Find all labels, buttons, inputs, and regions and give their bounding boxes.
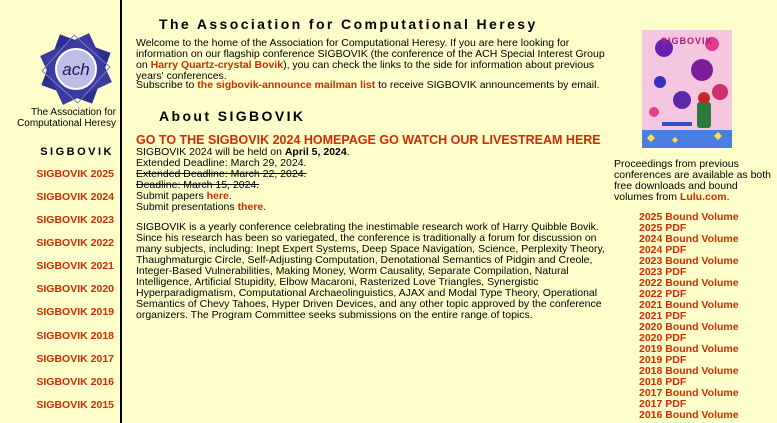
poster-text: SIGBOVIK [660, 36, 714, 46]
nav-item-sigbovik-2025[interactable]: SIGBOVIK 2025 [36, 168, 114, 180]
volume-link[interactable]: 2022 Bound Volume [639, 277, 739, 289]
org-name-line1: The Association for [30, 107, 116, 118]
volume-link[interactable]: 2019 Bound Volume [639, 343, 739, 355]
volume-link[interactable]: 2024 Bound Volume [639, 233, 739, 245]
subscribe-text-1: Subscribe to [136, 79, 198, 91]
submit-papers-text: Submit papers [136, 190, 207, 202]
nav-item-sigbovik-2017[interactable]: SIGBOVIK 2017 [36, 353, 114, 365]
old-deadline: Deadline: March 15, 2024. [136, 179, 260, 191]
description-paragraph: SIGBOVIK is a yearly conference celebrating the inestimable research work of Harry Quibble Bovik. Since his research has been so variegated, the conference is traditionally a forum for discussion on many subjects, including: Inept Expert Systems, Deep Space Navigation, Science, Perplexity Theory, Thaughmaturgic Circle, Self-Adjusting Computation, Denotational Semantics of Pidgin and Creole, Integer-Based Vulnerabilities, Making Money, Worm Causality, Separate Compilation, Natural Intelligence, Artificial Stupidity, Elbow Macaroni, Rasterized Love Triangles, Synergistic Hyperparadigmatism, Computational Archaeolinguistics, AJAX and Modal Type Theory, Operational Semantics of Chevy Tahoes, Hyper Driven Devices, and any other topic approved by the conference organizers. The Program Committee seeks submissions on the entire range of topics. [136, 221, 605, 321]
nav-item-sigbovik-2018[interactable]: SIGBOVIK 2018 [36, 330, 114, 342]
welcome-text-2: ), you can check the links to the side for information about previous years' conferences. [136, 59, 595, 82]
nav-title: SIGBOVIK [40, 146, 114, 158]
submit-papers-link[interactable]: here [206, 190, 229, 202]
nav-item-sigbovik-2023[interactable]: SIGBOVIK 2023 [36, 214, 114, 226]
old-extended-deadline: Extended Deadline: March 22, 2024. [136, 168, 307, 180]
livestream-link[interactable]: GO TO THE SIGBOVIK 2024 HOMEPAGE GO WATCH OUR LIVESTREAM HERE [136, 133, 601, 147]
volume-link[interactable]: 2020 PDF [639, 332, 687, 344]
volume-link[interactable]: 2025 Bound Volume [639, 211, 739, 223]
nav-item-sigbovik-2021[interactable]: SIGBOVIK 2021 [36, 260, 114, 272]
welcome-paragraph [136, 38, 606, 82]
volume-link[interactable]: 2021 PDF [639, 310, 687, 322]
welcome-text-1: Welcome to the home of the Association for Computational Heresy. If you are here looking for information on our flagship conference SIGBOVIK (the conference of the ACH Special Interest Group on [136, 37, 605, 71]
volume-link[interactable]: 2024 PDF [639, 244, 687, 256]
left-sidebar [0, 0, 122, 423]
held-on-date: April 5, 2024 [284, 146, 347, 158]
about-title: About SIGBOVIK [159, 108, 306, 124]
subscribe-paragraph [136, 80, 606, 91]
nav-item-sigbovik-2020[interactable]: SIGBOVIK 2020 [36, 283, 114, 295]
volume-link[interactable]: 2017 PDF [639, 398, 687, 410]
volume-link[interactable]: 2019 PDF [639, 354, 687, 366]
held-on-text: SIGBOVIK 2024 will be held on [136, 146, 285, 158]
volume-link[interactable]: 2020 Bound Volume [639, 321, 739, 333]
proceedings-text-2: . [726, 191, 730, 203]
ach-logo-icon[interactable] [36, 29, 116, 109]
mailman-list-link[interactable]: the sigbovik-announce mailman list [197, 79, 376, 91]
volume-link[interactable]: 2023 Bound Volume [639, 255, 739, 267]
submit-presentations-end: . [263, 201, 267, 213]
volume-link[interactable]: 2021 Bound Volume [639, 299, 739, 311]
submit-presentations-link[interactable]: there [237, 201, 264, 213]
submit-papers-end: . [228, 190, 232, 202]
nav-item-sigbovik-2019[interactable]: SIGBOVIK 2019 [36, 306, 114, 318]
volume-link[interactable]: 2017 Bound Volume [639, 387, 739, 399]
page-title: The Association for Computational Heresy [159, 16, 538, 32]
volume-link[interactable]: 2018 Bound Volume [639, 365, 739, 377]
volume-link[interactable]: 2025 PDF [639, 222, 687, 234]
dates-block [136, 147, 606, 213]
nav-item-sigbovik-2022[interactable]: SIGBOVIK 2022 [36, 237, 114, 249]
volume-link[interactable]: 2016 Bound Volume [639, 409, 739, 421]
lulu-link[interactable]: Lulu.com [679, 191, 727, 203]
logo-text: ach [62, 60, 90, 79]
submit-presentations-text: Submit presentations [136, 201, 238, 213]
nav-item-sigbovik-2024[interactable]: SIGBOVIK 2024 [36, 191, 114, 203]
proceedings-text-1: Proceedings from previous conferences are available as both free downloads and bound volumes from [614, 158, 772, 203]
nav-item-sigbovik-2015[interactable]: SIGBOVIK 2015 [36, 399, 114, 411]
org-name [10, 107, 116, 129]
held-on-end: . [346, 146, 350, 158]
volume-link[interactable]: 2022 PDF [639, 288, 687, 300]
nav-item-sigbovik-2016[interactable]: SIGBOVIK 2016 [36, 376, 114, 388]
volume-link[interactable]: 2023 PDF [639, 266, 687, 278]
proceedings-paragraph [614, 159, 774, 203]
subscribe-text-2: to receive SIGBOVIK announcements by email. [375, 79, 600, 91]
extended-deadline: Extended Deadline: March 29, 2024. [136, 157, 307, 169]
sigbovik-poster-icon[interactable] [642, 30, 732, 148]
harry-bovik-link[interactable]: Harry Quartz-crystal Bovik [150, 59, 284, 71]
submit-presentations-line [136, 202, 606, 213]
org-name-line2: Computational Heresy [17, 118, 116, 129]
volume-link[interactable]: 2018 PDF [639, 376, 687, 388]
